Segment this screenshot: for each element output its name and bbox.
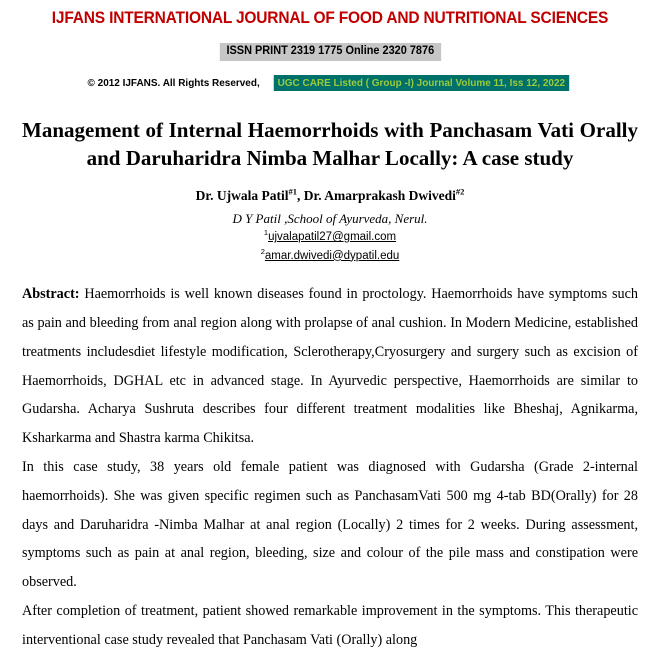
abstract-paragraph-1 (22, 280, 638, 453)
author-list (22, 188, 638, 204)
abstract-label: Abstract: (22, 286, 80, 303)
author-separator: , (296, 188, 304, 204)
author-name-1: Dr. Ujwala Patil (195, 188, 289, 204)
author-email-1[interactable]: $^1$ujvalapatil27@gmail.com (263, 228, 397, 244)
ugc-care-badge: UGC CARE Listed ( Group -I) Journal Volume 11, Iss 12, 2022 (274, 75, 569, 92)
author-marker-1: #1 (288, 186, 297, 197)
author-name-2: Dr. Amarprakash Dwivedi (303, 188, 456, 204)
abstract-section (22, 280, 638, 655)
copyright-row (22, 74, 638, 91)
issn-row (22, 42, 638, 62)
issn-text: ISSN PRINT 2319 1775 Online 2320 7876 (220, 43, 441, 62)
journal-title: IJFANS INTERNATIONAL JOURNAL OF FOOD AND NUTRITIONAL SCIENCES (51, 9, 609, 27)
copyright-text: © 2012 IJFANS. All Rights Reserved, (87, 76, 260, 89)
abstract-paragraph-1-text: Haemorrhoids is well known diseases found in proctology. Haemorrhoids have symptoms such as pain and bleeding from anal region along with prolapse of anal cushion. In Modern Medicine, established treatments includesdiet lifestyle modification, Sclerotherapy,Cryosurgery and surgery such as excision of Haemorrhoids, DGHAL etc in advanced stage. In Ayurvedic perspective, Haemorrhoids are similar to Gudarsha. Acharya Sushruta describes four different treatment modalities like Bheshaj, Agnikarma, Ksharkarma and Shastra karma Chikitsa. (22, 286, 638, 447)
abstract-paragraph-3: After completion of treatment, patient showed remarkable improvement in the symptoms. This therapeutic interventional case study revealed that Panchasam Vati (Orally) along (22, 603, 638, 648)
email-address-2[interactable]: amar.dwivedi@dypatil.edu (264, 249, 400, 262)
author-email-2[interactable]: $^2$amar.dwivedi@dypatil.edu (260, 246, 400, 262)
page-title: Management of Internal Haemorrhoids with Panchasam Vati Orally and Daruharidra Nimba Malhar Locally: A case study (22, 118, 638, 170)
author-marker-2: #2 (455, 186, 465, 197)
email-address-1[interactable]: ujvalapatil27@gmail.com (268, 231, 397, 244)
abstract-paragraph-2: In this case study, 38 years old female patient was diagnosed with Gudarsha (Grade 2-internal haemorrhoids). She was given specific regimen such as PanchasamVati 500 mg 4-tab BD(Orally) for 28 days and Daruharidra -Nimba Malhar at anal region (Locally) 2 times for 2 weeks. During assessment, symptoms such as pain at anal region, bleeding, size and colour of the pile mass and constipation were observed. (22, 458, 638, 591)
journal-masthead (22, 0, 638, 91)
author-affiliation: D Y Patil ,School of Ayurveda, Nerul. (232, 210, 428, 226)
